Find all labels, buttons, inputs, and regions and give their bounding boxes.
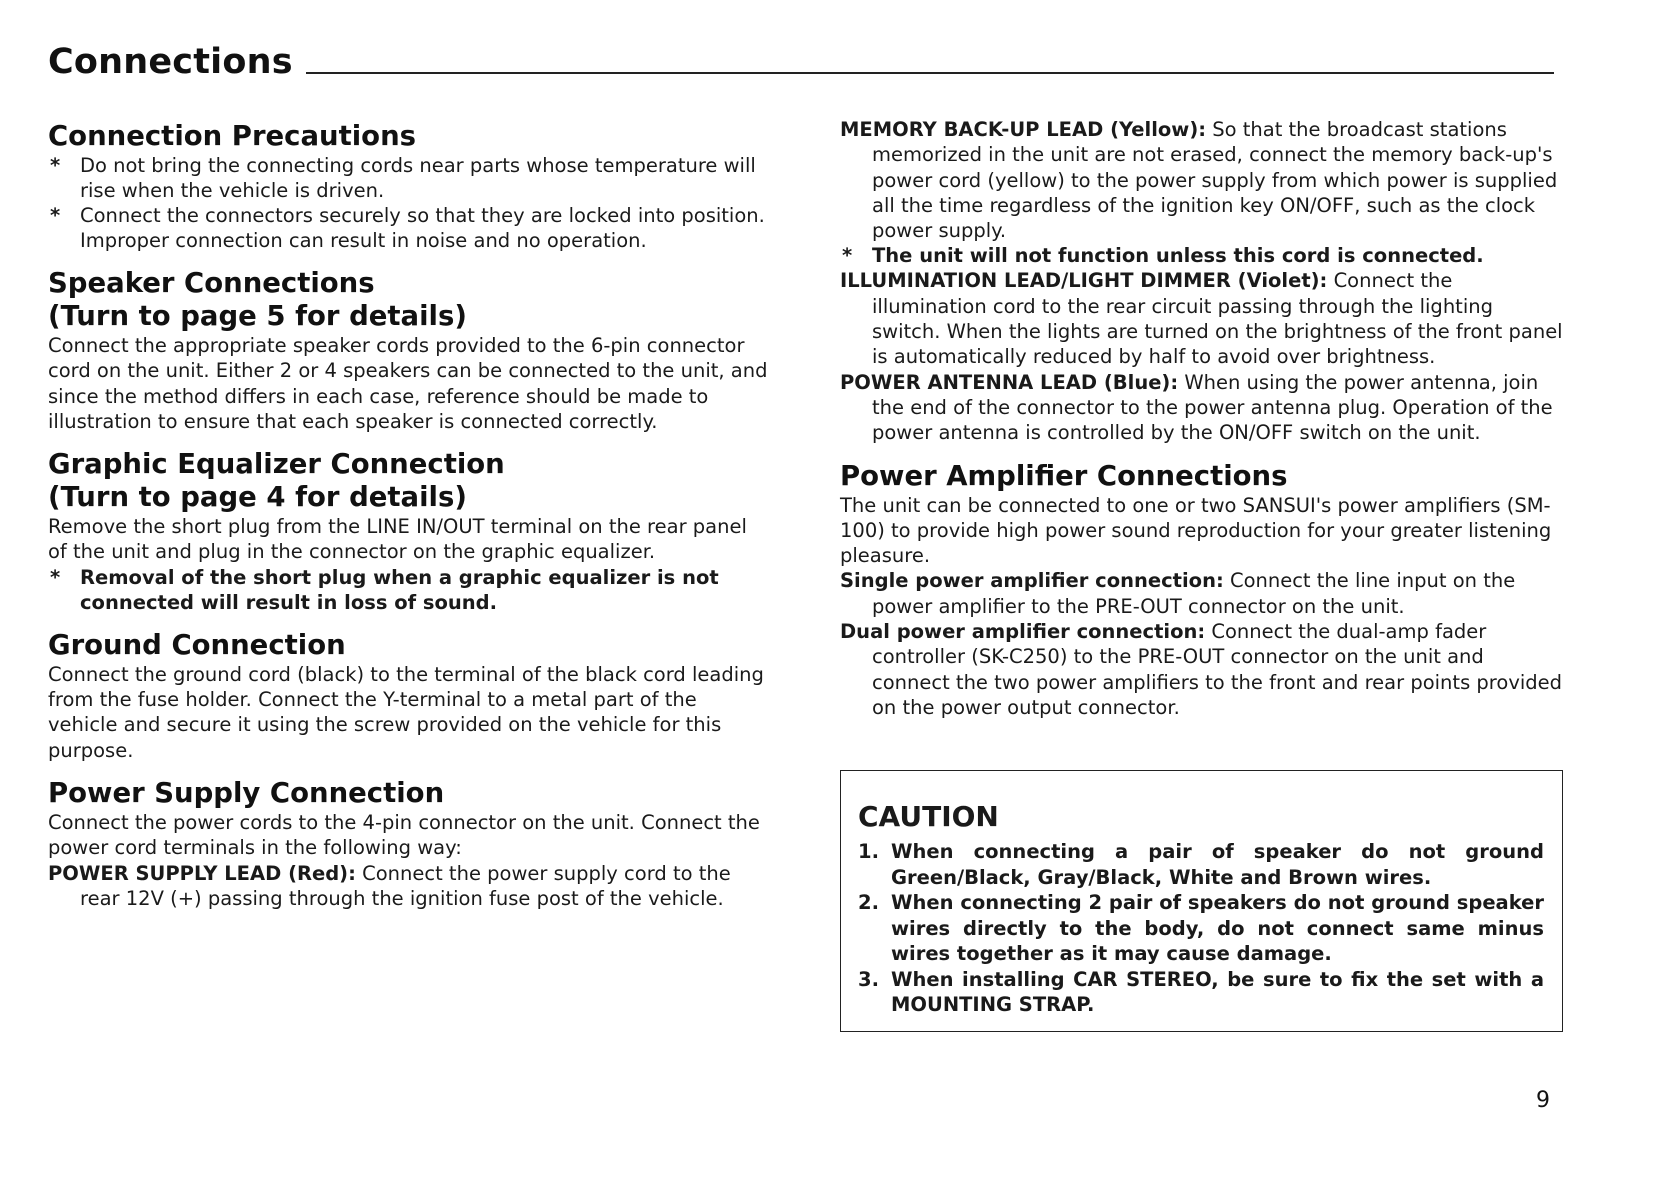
heading-line: Speaker Connections: [48, 267, 375, 299]
precaution-item: * Do not bring the connecting cords near parts whose temperature will rise when the vehicle is driven.: [48, 153, 770, 203]
lead-label: Dual power amplifier connection:: [840, 620, 1206, 644]
note-item: * Removal of the short plug when a graphic equalizer is not connected will result in loss of sound.: [48, 565, 770, 615]
caution-item: [858, 890, 1544, 967]
precautions-list: [48, 153, 770, 253]
caution-number: 1.: [858, 840, 879, 863]
section-connection-precautions: [48, 120, 770, 253]
section-heading: Power Amplifier Connections: [840, 459, 1288, 492]
lead-label: ILLUMINATION LEAD/LIGHT DIMMER (Violet):: [840, 269, 1328, 293]
caution-box: [840, 770, 1563, 1032]
caution-text: When connecting a pair of speaker do not ground Green/Black, Gray/Black, White and Brown wires.: [891, 840, 1544, 889]
page-header: [48, 42, 1554, 92]
lead-label: Single power amplifier connection:: [840, 569, 1224, 593]
dual-amp-entry: [840, 619, 1565, 720]
precaution-item: * Connect the connectors securely so that they are locked into position. Improper connection can result in noise and no operation.: [48, 203, 770, 253]
power-antenna-entry: [840, 370, 1565, 446]
section-body: Connect the power cords to the 4-pin connector on the unit. Connect the power cord terminals in the following way:: [48, 810, 760, 860]
caution-number: 3.: [858, 967, 879, 991]
illumination-entry: [840, 268, 1565, 369]
lead-text: Connect the dual-amp fader controller (SK-C250) to the PRE-OUT connector on the unit and connect the two power amplifiers to the front and rear points provided on the power output connector.: [872, 620, 1563, 719]
section-body: Remove the short plug from the LINE IN/OUT terminal on the rear panel of the unit and plug in the connector on the graphic equalizer.: [48, 515, 747, 564]
lead-label: POWER ANTENNA LEAD (Blue):: [840, 370, 1179, 394]
lead-label: MEMORY BACK-UP LEAD (Yellow):: [840, 118, 1207, 141]
note-item: * The unit will not function unless this cord is connected.: [840, 243, 1565, 268]
memory-backup-entry: [840, 117, 1565, 243]
title-rule: [306, 72, 1554, 74]
section-speaker-connections: [48, 267, 770, 434]
heading-line: (Turn to page 4 for details): [48, 481, 467, 514]
page-number: 9: [1536, 1088, 1550, 1113]
lead-text: So that the broadcast stations memorized in the unit are not erased, connect the memory back-up's power cord (yellow) to the power supply from which power is supplied all the time regardless of the ignition key ON/OFF, such as the clock power supply.: [872, 118, 1558, 243]
heading-line: (Turn to page 5 for details): [48, 300, 467, 332]
caution-item: [858, 967, 1544, 1018]
right-column: [840, 117, 1565, 720]
section-body: The unit can be connected to one or two SANSUI's power amplifiers (SM-100) to provide high power sound reproduction for your greater listening pleasure.: [840, 493, 1552, 568]
power-supply-lead-entry: [48, 861, 770, 912]
heading-line: Graphic Equalizer Connection: [48, 448, 505, 481]
section-heading: Power Supply Connection: [48, 776, 445, 809]
lead-text: Connect the line input on the power amplifier to the PRE-OUT connector on the unit.: [872, 569, 1516, 618]
caution-text: When installing CAR STEREO, be sure to fix the set with a MOUNTING STRAP.: [891, 967, 1544, 1016]
section-ground-connection: [48, 629, 770, 763]
section-body: Connect the appropriate speaker cords provided to the 6-pin connector cord on the unit. Either 2 or 4 speakers can be connected to the unit, and since the method differs in each case, reference should be made to illustration to ensure that each speaker is connected correctly.: [48, 334, 768, 433]
memory-note: [840, 243, 1565, 268]
section-graphic-equalizer: [48, 448, 770, 615]
caution-number: 2.: [858, 891, 879, 914]
left-column: [48, 120, 770, 911]
lead-text: Connect the illumination cord to the rear circuit passing through the lighting switch. When the lights are turned on the brightness of the front panel is automatically reduced by half to avoid over brightness.: [872, 269, 1563, 369]
lead-text: Connect the power supply cord to the rear 12V (+) passing through the ignition fuse post of the vehicle.: [80, 861, 731, 910]
section-body: Connect the ground cord (black) to the terminal of the black cord leading from the fuse holder. Connect the Y-terminal to a metal part of the vehicle and secure it using the screw provided on the vehicle for this purpose.: [48, 662, 764, 762]
section-heading: [48, 448, 770, 514]
caution-list: [858, 839, 1544, 1018]
caution-item: [858, 839, 1544, 890]
lead-text: When using the power antenna, join the end of the connector to the power antenna plug. Operation of the power antenna is controlled by the ON/OFF switch on the unit.: [872, 370, 1553, 445]
caution-title: CAUTION: [858, 800, 999, 833]
section-heading: Connection Precautions: [48, 120, 417, 152]
section-power-amplifier: [840, 460, 1565, 721]
caution-text: When connecting 2 pair of speakers do not ground speaker wires directly to the body, do not connect same minus wires together as it may cause damage.: [891, 891, 1544, 965]
page-title: Connections: [48, 42, 293, 82]
section-heading: [48, 267, 770, 333]
equalizer-note: [48, 565, 770, 615]
section-power-supply: [48, 777, 770, 911]
lead-label: POWER SUPPLY LEAD (Red):: [48, 861, 356, 885]
section-heading: Ground Connection: [48, 628, 346, 661]
single-amp-entry: [840, 568, 1565, 619]
